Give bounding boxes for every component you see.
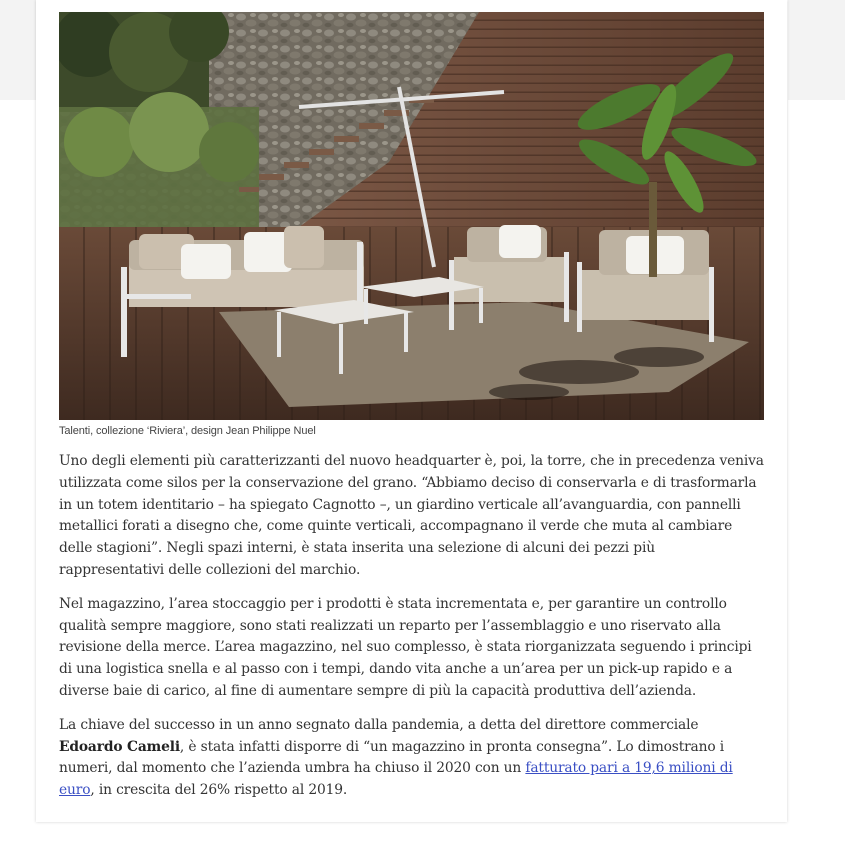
- page-background-left: [0, 0, 36, 100]
- paragraph-success-text-middle: , è stata infatti disporre di “un magazzino in pronta consegna”. Lo dimostrano i numeri, dal momento che l’azienda umbra ha chiuso il 2020 con un: [59, 738, 725, 777]
- paragraph-success-text-after: , in crescita del 26% rispetto al 2019.: [90, 782, 348, 799]
- page-background-right: [788, 0, 845, 100]
- article-card: [36, 0, 787, 822]
- paragraph-warehouse: Nel magazzino, l’area stoccaggio per i prodotti è stata incrementata e, per garantire un controllo qualità sempre maggiore, sono stati realizzati un reparto per l’assemblaggio e uno riservato alla revisione della merce. L’area magazzino, nel suo complesso, è stata riorganizzata seguendo i principi di una logistica snella e al passo con i tempi, dando vita anche a un’area per un pick-up rapido e a diverse baie di carico, al fine di aumentare sempre di più la capacità produttiva dell’azienda.: [59, 595, 752, 699]
- paragraph-success: [59, 715, 764, 802]
- paragraph-tower: Uno degli elementi più caratterizzanti del nuovo headquarter è, poi, la torre, che in precedenza veniva utilizzata come silos per la conservazione del grano. “Abbiamo deciso di conservarla e di trasformarla in un totem identitario – ha spiegato Cagnotto –, un giardino verticale all’avanguardia, con pannelli metallici forati a disegno che, come quinte verticali, accompagnano il verde che muta al cambiare delle stagioni”. Negli spazi interni, è stata inserita una selezione di alcuni dei pezzi più rappresentativi delle collezioni del marchio.: [59, 453, 764, 578]
- article-figure: [59, 12, 764, 438]
- article-content: [59, 12, 764, 802]
- person-name-bold: Edoardo Cameli: [59, 738, 180, 755]
- paragraph-success-text-before: La chiave del successo in un anno segnato dalla pandemia, a detta del direttore commerciale: [59, 716, 699, 733]
- image-caption: Talenti, collezione ‘Riviera’, design Jean Philippe Nuel: [59, 425, 316, 437]
- revenue-link[interactable]: fatturato pari a 19,6 milioni di euro: [59, 760, 733, 799]
- hero-photo[interactable]: [59, 12, 764, 420]
